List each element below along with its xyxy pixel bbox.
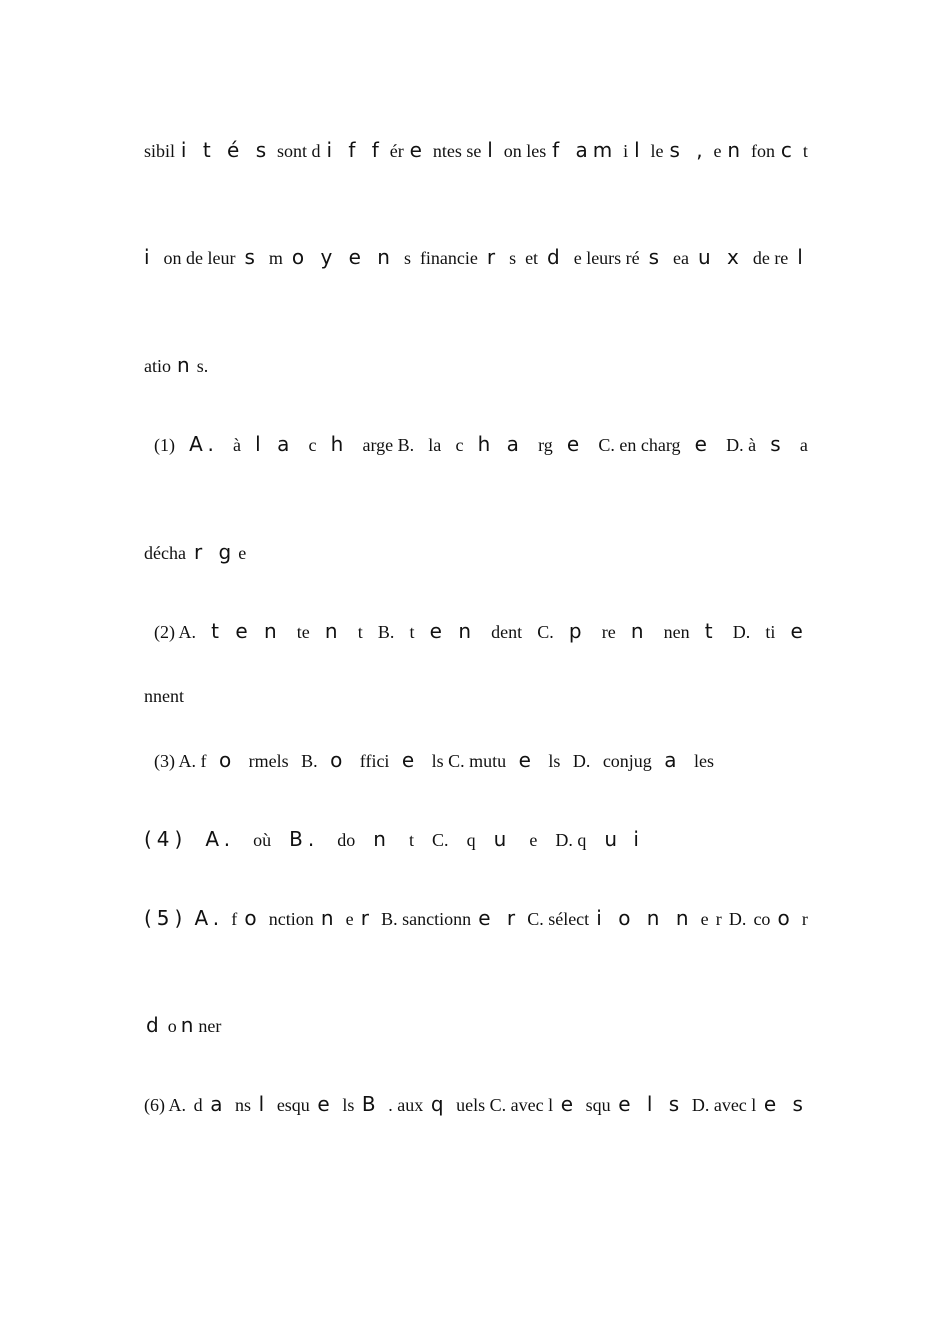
- text-segment: r: [715, 909, 722, 929]
- text-segment: ffici: [359, 751, 390, 771]
- text-segment: a: [799, 435, 808, 455]
- text-segment: les: [693, 751, 714, 771]
- text-segment: dent: [491, 622, 523, 642]
- text-segment: t e n: [211, 619, 282, 643]
- text-segment: co: [753, 909, 771, 929]
- text-segment: l: [487, 138, 498, 162]
- text-segment: e: [317, 1092, 335, 1116]
- text-segment: nnent: [144, 686, 184, 706]
- text-segment: c: [455, 435, 464, 455]
- text-segment: i o n n: [596, 906, 694, 930]
- text-segment: f: [231, 909, 238, 929]
- text-segment: n: [727, 138, 746, 162]
- question-1-continuation: [144, 540, 808, 565]
- text-segment: i t é s: [180, 138, 272, 162]
- text-segment: s: [509, 248, 517, 268]
- text-segment: m: [268, 248, 283, 268]
- text-segment: e: [560, 1092, 579, 1116]
- text-segment: n: [373, 827, 391, 851]
- question-number: (3) A. f: [154, 751, 207, 771]
- text-segment: h: [330, 432, 349, 456]
- text-segment: ls: [548, 751, 561, 771]
- text-segment: t: [357, 622, 363, 642]
- passage-line-1: [144, 138, 808, 163]
- text-segment: fon: [751, 141, 775, 161]
- text-segment: rg: [538, 435, 553, 455]
- text-segment: o: [777, 906, 795, 930]
- text-segment: le: [650, 141, 664, 161]
- text-segment: o: [218, 748, 237, 772]
- question-3-options: [154, 748, 714, 773]
- text-segment: e: [713, 141, 722, 161]
- text-segment: sont d: [277, 141, 321, 161]
- question-number: (1): [154, 435, 175, 455]
- text-segment: e: [529, 830, 538, 850]
- passage-line-2: [144, 245, 808, 270]
- text-segment: uels C. avec l: [456, 1095, 554, 1115]
- text-segment: A.: [205, 827, 236, 851]
- text-segment: l: [634, 138, 645, 162]
- text-segment: n: [180, 1013, 199, 1037]
- text-segment: e r: [478, 906, 521, 930]
- text-segment: e: [694, 432, 712, 456]
- question-1-options: [154, 432, 808, 457]
- text-segment: t: [408, 830, 414, 850]
- text-segment: te: [296, 622, 310, 642]
- text-segment: arge B.: [362, 435, 415, 455]
- text-segment: r: [801, 909, 808, 929]
- text-segment: e: [566, 432, 585, 456]
- text-segment: l: [797, 245, 808, 269]
- text-segment: et: [525, 248, 539, 268]
- text-segment: a: [210, 1092, 228, 1116]
- text-segment: s: [648, 245, 665, 269]
- text-segment: e: [345, 909, 354, 929]
- text-segment: e leurs ré: [573, 248, 640, 268]
- text-segment: o y e n: [291, 245, 395, 269]
- text-segment: A.: [189, 432, 219, 456]
- question-number: (4): [144, 827, 188, 851]
- text-segment: sibil: [144, 141, 176, 161]
- text-segment: la: [428, 435, 442, 455]
- text-segment: décha: [144, 543, 186, 563]
- text-segment: u: [493, 827, 512, 851]
- text-segment: re: [601, 622, 616, 642]
- text-segment: e: [700, 909, 709, 929]
- text-segment: t: [704, 619, 718, 643]
- text-segment: e: [401, 748, 420, 772]
- text-segment: D. à: [726, 435, 757, 455]
- text-segment: t: [409, 622, 415, 642]
- text-segment: on les: [503, 141, 547, 161]
- text-segment: financie: [419, 248, 478, 268]
- text-segment: D. avec l: [691, 1095, 757, 1115]
- text-segment: h a: [477, 432, 524, 456]
- text-segment: do: [337, 830, 356, 850]
- text-segment: B.: [377, 622, 395, 642]
- text-segment: e: [409, 138, 427, 162]
- text-segment: D. q: [555, 830, 587, 850]
- text-segment: squ: [585, 1095, 611, 1115]
- text-segment: e s: [763, 1092, 808, 1116]
- text-segment: u x: [697, 245, 744, 269]
- text-segment: r: [486, 245, 501, 269]
- text-segment: c: [308, 435, 317, 455]
- text-segment: q: [430, 1092, 449, 1116]
- text-segment: d: [193, 1095, 203, 1115]
- text-segment: . aux: [388, 1095, 424, 1115]
- text-segment: C. sélect: [527, 909, 590, 929]
- text-segment: e: [790, 619, 808, 643]
- text-segment: ér: [389, 141, 404, 161]
- text-segment: s.: [196, 356, 209, 376]
- text-segment: D.: [732, 622, 751, 642]
- text-segment: nction: [268, 909, 314, 929]
- text-segment: ls: [342, 1095, 355, 1115]
- text-segment: ls C. mutu: [431, 751, 507, 771]
- text-segment: B.: [301, 751, 318, 771]
- text-segment: s ,: [669, 138, 708, 162]
- text-segment: q: [466, 830, 476, 850]
- question-5-continuation: [146, 1013, 810, 1038]
- text-segment: B.: [289, 827, 320, 851]
- text-segment: i: [623, 141, 629, 161]
- text-segment: esqu: [276, 1095, 310, 1115]
- text-segment: A.: [194, 906, 225, 930]
- text-segment: f am: [552, 138, 618, 162]
- question-number: (6) A.: [144, 1095, 186, 1115]
- text-segment: n: [324, 619, 343, 643]
- text-segment: u i: [604, 827, 644, 851]
- text-segment: p: [568, 619, 587, 643]
- text-segment: s: [244, 245, 260, 269]
- text-segment: atio: [144, 356, 171, 376]
- text-segment: à: [233, 435, 241, 455]
- question-4-options: [144, 827, 644, 852]
- text-segment: e l s: [618, 1092, 685, 1116]
- text-segment: i: [144, 245, 155, 269]
- text-segment: t: [802, 141, 808, 161]
- text-segment: r: [360, 906, 374, 930]
- text-segment: s: [770, 432, 786, 456]
- text-segment: ea: [673, 248, 690, 268]
- text-segment: e n: [429, 619, 476, 643]
- text-segment: où: [253, 830, 272, 850]
- text-segment: B: [361, 1092, 381, 1116]
- text-segment: e: [518, 748, 536, 772]
- text-segment: n: [630, 619, 649, 643]
- text-segment: on de leur: [163, 248, 236, 268]
- question-number: (5): [144, 906, 188, 930]
- text-segment: ns: [235, 1095, 252, 1115]
- text-segment: i f f: [326, 138, 384, 162]
- text-segment: o: [167, 1016, 177, 1036]
- text-segment: de re: [752, 248, 789, 268]
- text-segment: n: [177, 353, 195, 377]
- passage-line-3: [144, 353, 808, 378]
- question-2-options: [154, 619, 808, 644]
- text-segment: s: [403, 248, 411, 268]
- text-segment: nen: [663, 622, 690, 642]
- text-segment: C. en charg: [598, 435, 681, 455]
- text-segment: ti: [765, 622, 776, 642]
- text-segment: d: [146, 1013, 164, 1037]
- text-segment: o: [244, 906, 262, 930]
- text-segment: l a: [255, 432, 295, 456]
- text-segment: ntes se: [432, 141, 482, 161]
- text-segment: rmels: [248, 751, 289, 771]
- text-segment: r g: [193, 540, 237, 564]
- text-segment: c: [780, 138, 797, 162]
- question-2-continuation: [144, 684, 808, 708]
- text-segment: n: [320, 906, 339, 930]
- text-segment: l: [258, 1092, 270, 1116]
- question-6-options: [144, 1092, 808, 1117]
- text-segment: ner: [198, 1016, 222, 1036]
- text-segment: C.: [432, 830, 449, 850]
- text-segment: D.: [572, 751, 591, 771]
- text-segment: e: [238, 543, 247, 563]
- text-segment: D.: [728, 909, 747, 929]
- text-segment: d: [547, 245, 565, 269]
- text-segment: o: [330, 748, 348, 772]
- text-segment: a: [664, 748, 682, 772]
- text-segment: B. sanctionn: [381, 909, 472, 929]
- question-number: (2) A.: [154, 622, 196, 642]
- text-segment: C.: [537, 622, 554, 642]
- text-segment: conjug: [602, 751, 652, 771]
- question-5-options: [144, 906, 808, 931]
